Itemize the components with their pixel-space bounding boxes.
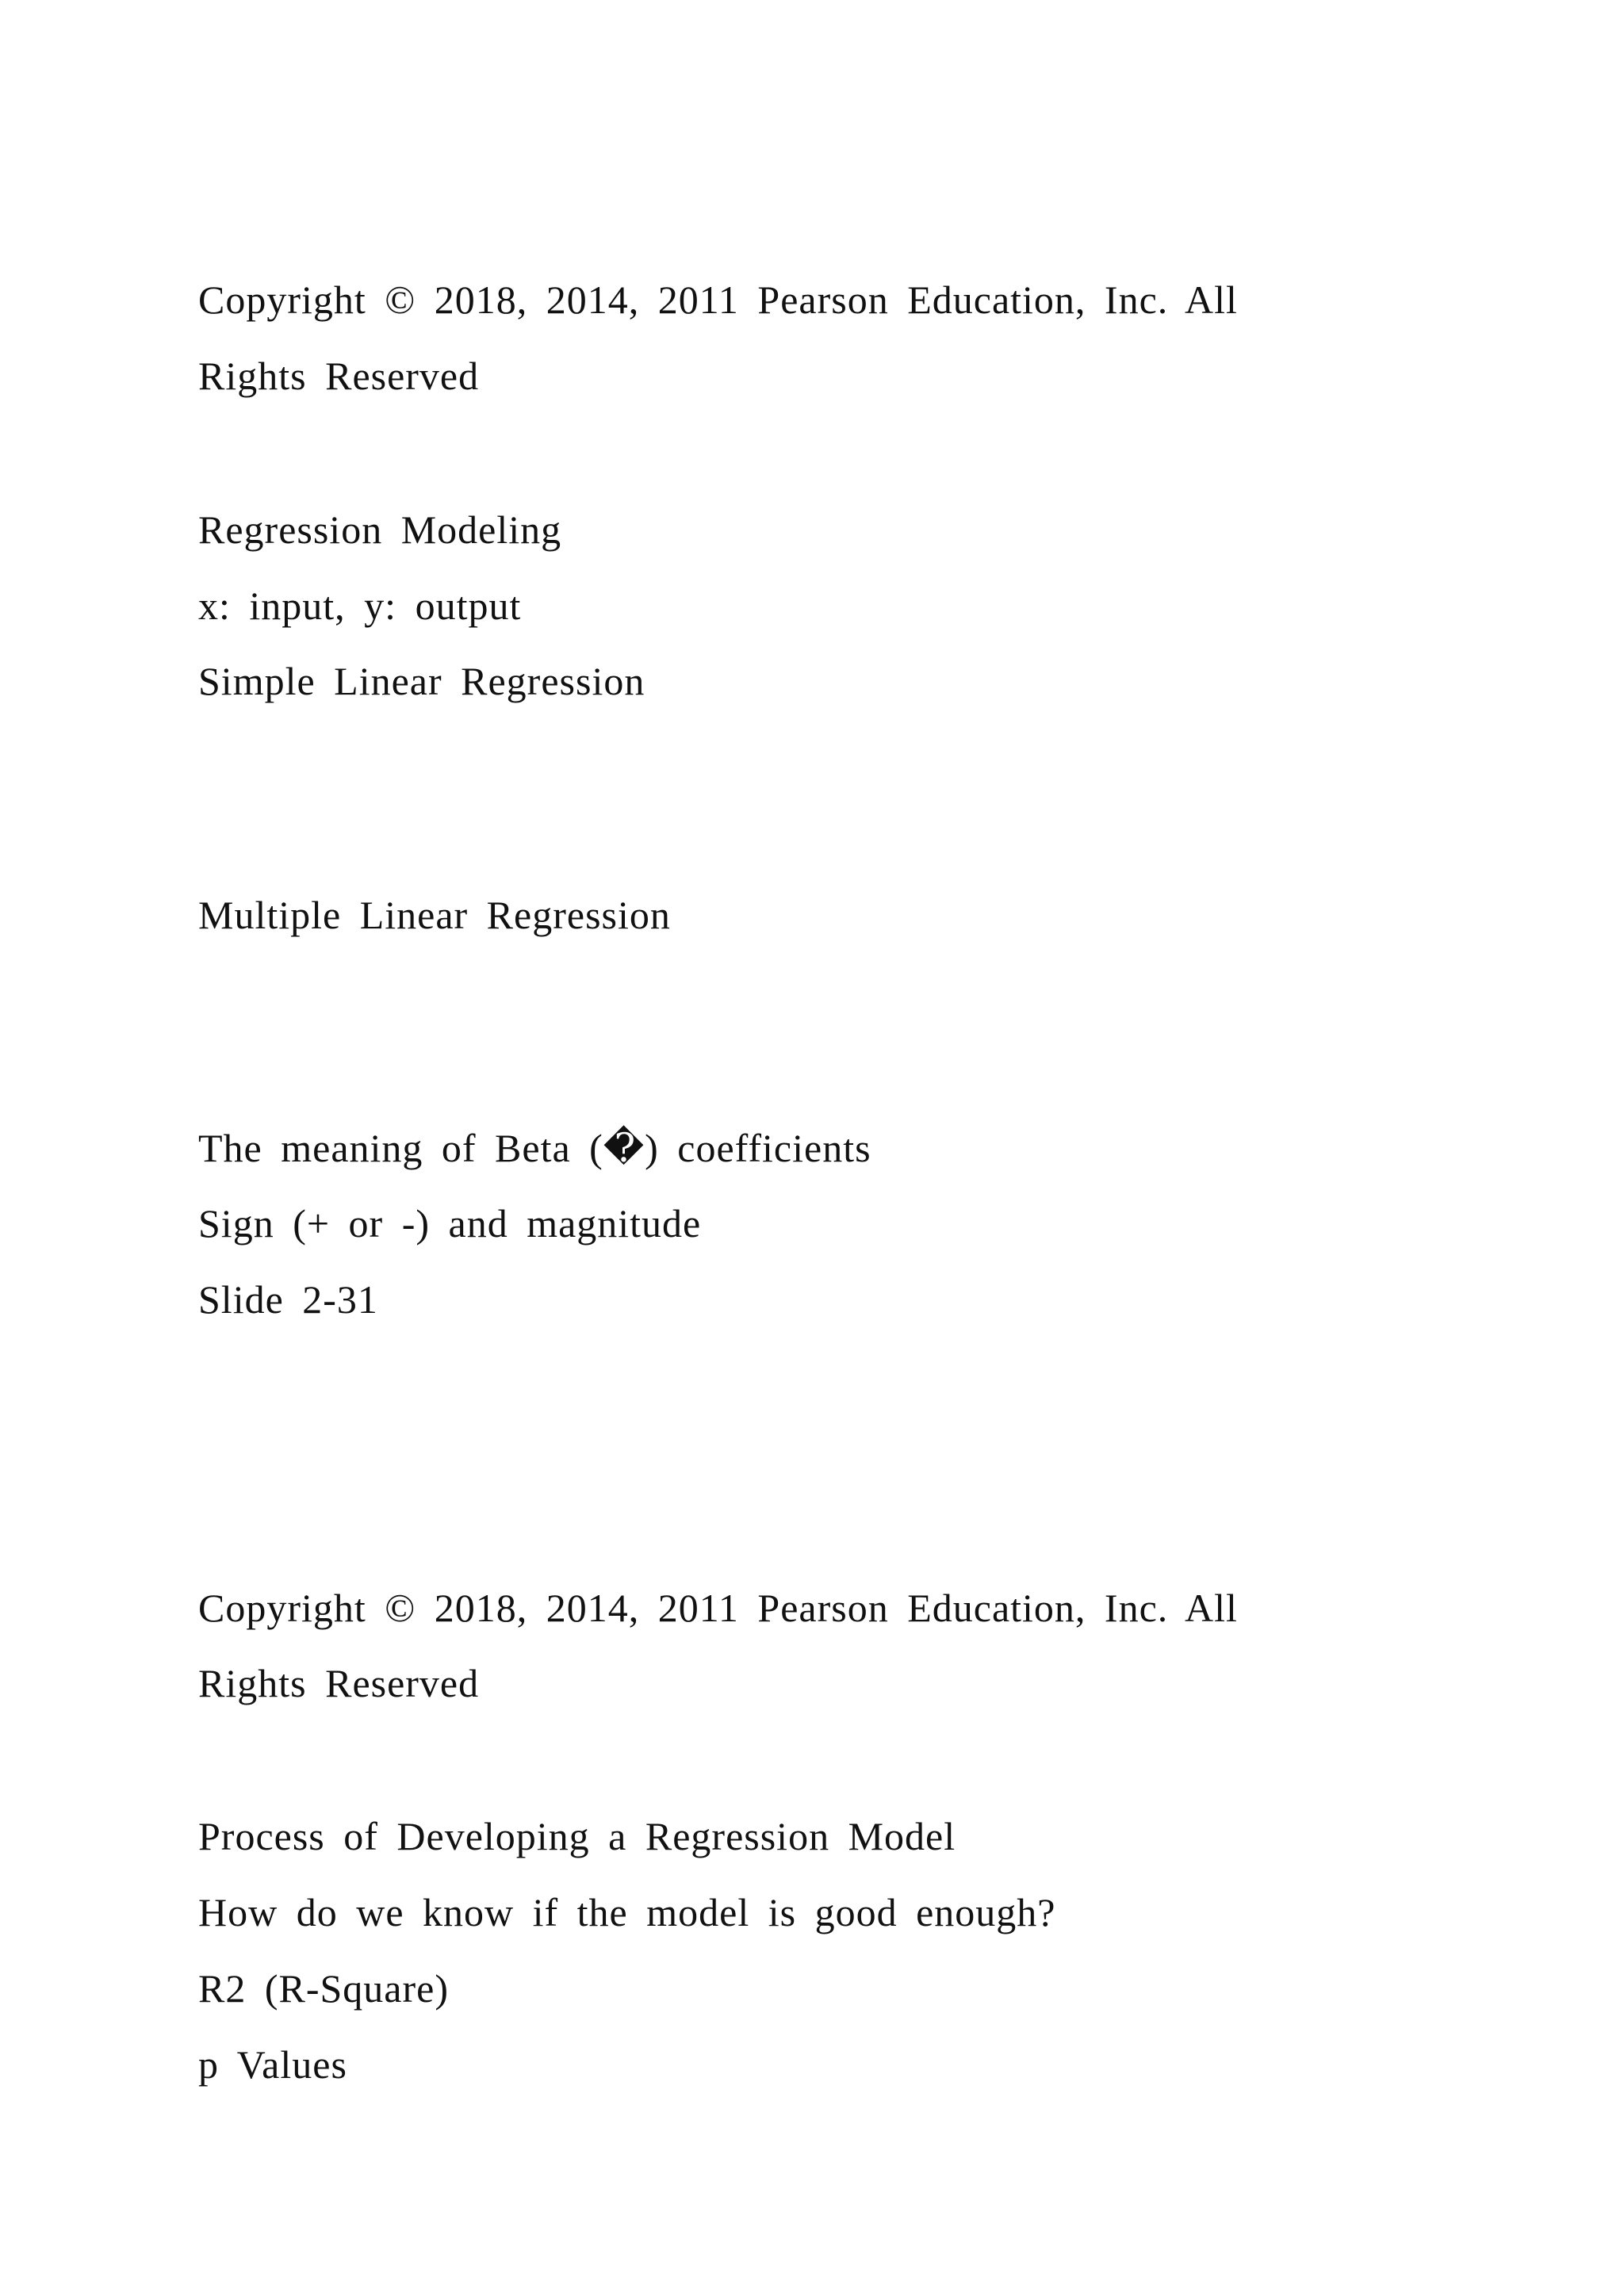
copyright-line-1-second: Copyright © 2018, 2014, 2011 Pearson Education, Inc. All (198, 1586, 1238, 1630)
copyright-line-1: Copyright © 2018, 2014, 2011 Pearson Education, Inc. All (198, 277, 1238, 322)
text-multiple-linear-regression: Multiple Linear Regression (198, 893, 671, 937)
text-simple-linear-regression: Simple Linear Regression (198, 659, 645, 703)
copyright-line-2: Rights Reserved (198, 354, 480, 398)
text-beta-coefficients: The meaning of Beta (�) coefficients (198, 1126, 871, 1170)
text-sign-magnitude: Sign (+ or -) and magnitude (198, 1201, 702, 1246)
heading-process-regression-model: Process of Developing a Regression Model (198, 1814, 956, 1858)
text-input-output: x: input, y: output (198, 584, 522, 628)
text-r-square: R2 (R-Square) (198, 1966, 449, 2011)
text-p-values: p Values (198, 2042, 347, 2087)
text-model-good-enough: How do we know if the model is good enough? (198, 1890, 1056, 1934)
copyright-line-2-second: Rights Reserved (198, 1661, 480, 1705)
text-slide-number: Slide 2-31 (198, 1277, 378, 1322)
heading-regression-modeling: Regression Modeling (198, 507, 562, 552)
